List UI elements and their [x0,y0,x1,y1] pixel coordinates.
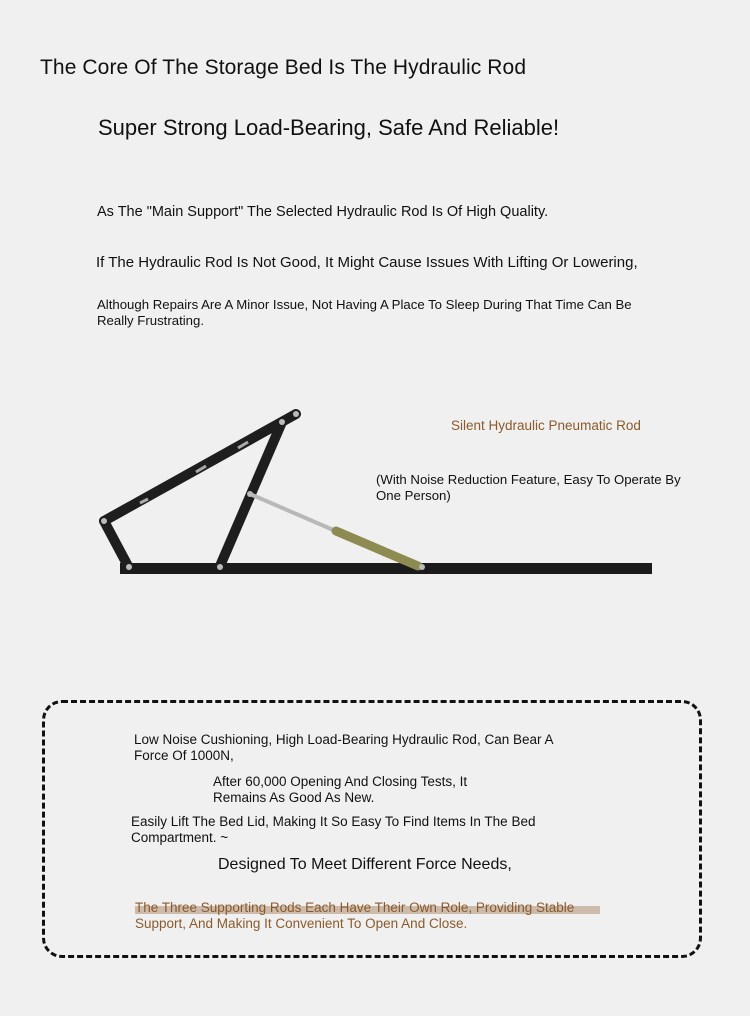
feature-1: Low Noise Cushioning, High Load-Bearing Hydraulic Rod, Can Bear A Force Of 1000N, [134,732,553,763]
product-name: Silent Hydraulic Pneumatic Rod [451,418,641,433]
product-note: (With Noise Reduction Feature, Easy To Operate By One Person) [376,472,681,503]
page-subtitle: Super Strong Load-Bearing, Safe And Reliable! [98,115,560,140]
intro-line-2: If The Hydraulic Rod Is Not Good, It Might Cause Issues With Lifting Or Lowering, [96,254,638,271]
hinge-left-arm [104,521,128,566]
gas-cylinder [336,531,418,566]
smudge-overlay [135,903,600,917]
rivet [217,564,223,570]
rivet [293,411,299,417]
rivet [279,419,285,425]
feature-4: Designed To Meet Different Force Needs, [218,856,512,873]
intro-line-1: As The "Main Support" The Selected Hydraulic Rod Is Of High Quality. [97,204,549,220]
hinge-base-rail [120,563,652,574]
intro-line-3: Although Repairs Are A Minor Issue, Not Having A Place To Sleep During That Time Can Be Really Frustrating. [97,297,632,328]
feature-3: Easily Lift The Bed Lid, Making It So Easy To Find Items In The Bed Compartment. ~ [131,814,536,845]
rivet [101,518,107,524]
feature-2: After 60,000 Opening And Closing Tests, It Remains As Good As New. [213,774,468,805]
page-title: The Core Of The Storage Bed Is The Hydraulic Rod [40,56,527,79]
rivet [126,564,132,570]
rivet [419,564,425,570]
feature-5: The Three Supporting Rods Each Have Their Own Role, Providing Stable Support, And Making It Convenient To Open And Close. [135,900,575,931]
rivet [247,491,253,497]
piston-rod [250,494,338,532]
